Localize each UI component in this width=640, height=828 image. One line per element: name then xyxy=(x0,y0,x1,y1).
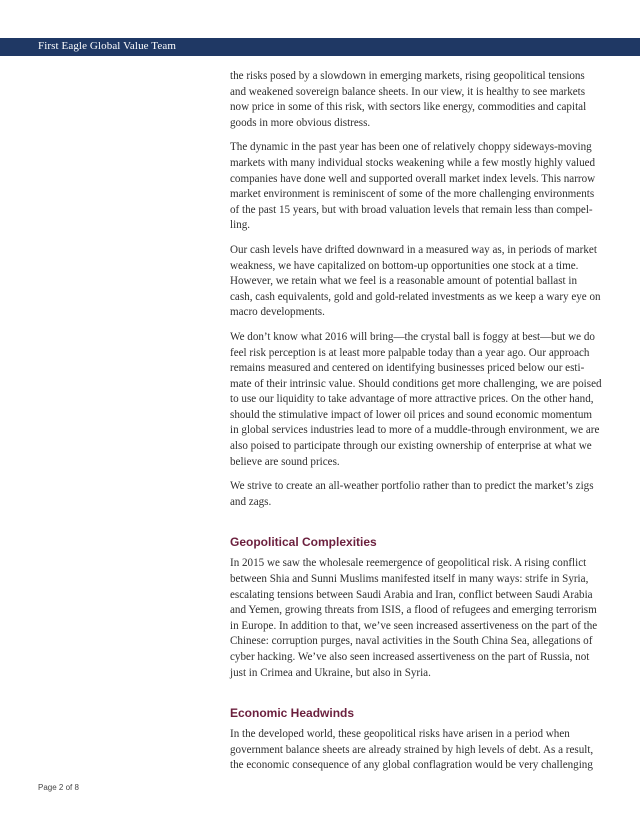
paragraph: We strive to create an all-weather portfolio rather than to predict the market’s zigs and zags. xyxy=(230,480,594,508)
paragraph: Our cash levels have drifted downward in a measured way as, in periods of market weakness, we have capitalized on bottom-up opportunities one stock at a time. However, we retain what we feel is a reasonable amount of potential ballast in cash, cash equivalents, gold and gold-related investments as we keep a wary eye on macro developments. xyxy=(230,243,601,319)
paragraph: the risks posed by a slowdown in emerging markets, rising geopolitical tensions and weakened sovereign balance sheets. In our view, it is healthy to see markets now price in some of this risk, with sectors like energy, commodities and capital goods in more obvious distress. xyxy=(230,70,587,129)
paragraph: In 2015 we saw the wholesale reemergence of geopolitical risk. A rising conflict between Shia and Sunni Muslims manifested itself in many ways: strife in Syria, escalating tensions between Saudi Arabia and Iran, conflict between Saudi Arabia and Yemen, growing threats from ISIS, a flood of refugees and emerging terrorism in Europe. In addition to that, we’ve seen increased assertiveness on the part of the Chinese: corruption purges, naval activities in the South China Sea, allegations of cyber hacking. We’ve also seen increased assertiveness on the part of Russia, not just in Crimea and Ukraine, but also in Syria. xyxy=(230,557,598,679)
document-body xyxy=(230,69,602,783)
section-heading-economic: Economic Headwinds xyxy=(230,706,355,721)
paragraph: In the developed world, these geopolitical risks have arisen in a period when government balance sheets are already strained by high levels of debt. As a result, the economic consequence of any global conflagration would be very challenging xyxy=(230,728,594,772)
paragraph: The dynamic in the past year has been one of relatively choppy sideways-moving markets with many individual stocks weakening while a few mostly highly valued companies have done well and supported overall market index levels. This narrow market environment is reminiscent of some of the more challenging environments of the past 15 years, but with broad valuation levels that remain less than compel-ling. xyxy=(230,141,596,232)
section-heading-geopolitical: Geopolitical Complexities xyxy=(230,535,377,550)
paragraph: We don’t know what 2016 will bring—the crystal ball is foggy at best—but we do feel risk perception is at least more palpable today than a year ago. Our approach remains measured and centered on identifying businesses priced below our esti-mate of their intrinsic value. Should conditions get more challenging, we are poised to use our liquidity to take advantage of more attractive prices. On the other hand, should the stimulative impact of lower oil prices and sound economic momentum in global services industries lead to more of a muddle-through environment, we are also poised to participate through our existing ownership of enterprise at what we believe are sound prices. xyxy=(230,330,602,468)
header-title: First Eagle Global Value Team xyxy=(38,40,176,52)
header-bar xyxy=(0,38,640,56)
page-number: Page 2 of 8 xyxy=(38,783,79,792)
